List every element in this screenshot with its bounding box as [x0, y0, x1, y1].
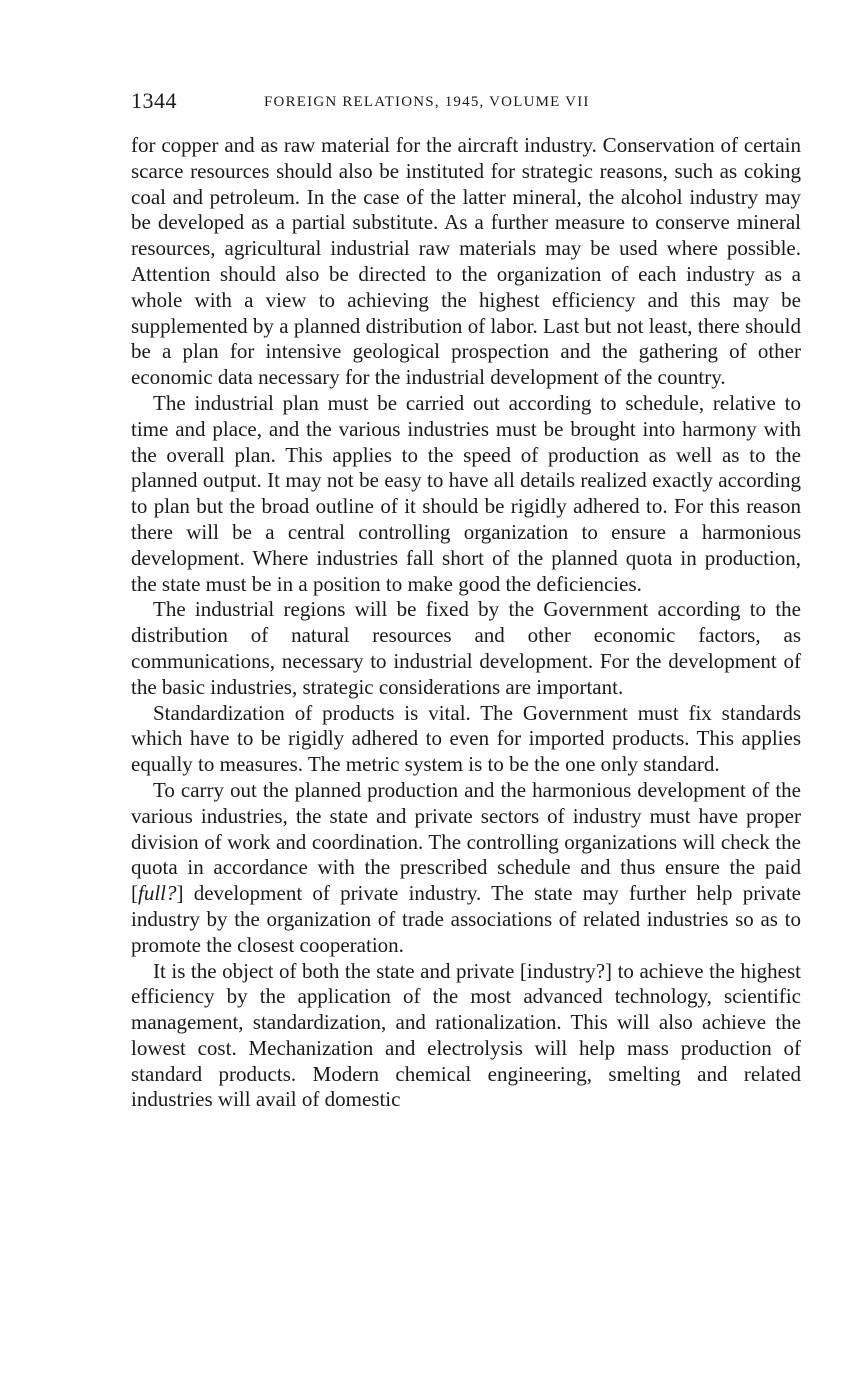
paragraph-text: To carry out the planned production and the harmonious development of the various industries, the state and private sectors of industry must have proper division of work and coordination. The controlling organizations will check the quota in accordance with the prescribed schedule and thus ensure the paid [	[131, 777, 801, 906]
body-text	[131, 133, 801, 1113]
paragraph	[131, 778, 801, 959]
page-number: 1344	[131, 88, 177, 113]
paragraph-continued: for copper and as raw material for the aircraft industry. Conservation of certain scarce resources should also be instituted for strategic reasons, such as coking coal and petroleum. In the case of the latter mineral, the alcohol industry may be developed as a partial substitute. As a further measure to conserve mineral resources, agricultural industrial raw materials may be used where possible. Attention should also be directed to the organization of each industry as a whole with a view to achieving the highest efficiency and this may be supplemented by a planned distribution of labor. Last but not least, there should be a plan for intensive geological prospection and the gathering of other economic data necessary for the industrial development of the country.	[131, 133, 801, 390]
paragraph-text: ] development of private industry. The state may further help private industry by the organization of trade associations of related industries so as to promote the closest cooperation.	[131, 881, 801, 957]
editorial-italic-note: full?	[138, 881, 177, 906]
paragraph: The industrial plan must be carried out according to schedule, relative to time and place, and the various industries must be brought into harmony with the overall plan. This applies to the speed of production as well as to the planned output. It may not be easy to have all details realized exactly according to plan but the broad outline of it should be rigidly adhered to. For this reason there will be a central controlling organization to ensure a harmonious development. Where industries fall short of the planned quota in production, the state must be in a position to make good the deficiencies.	[131, 390, 801, 596]
paragraph: Standardization of products is vital. The Government must fix standards which have to be rigidly adhered to even for imported products. This applies equally to measures. The metric system is to be the one only standard.	[131, 700, 801, 777]
page-header	[131, 88, 801, 118]
running-head: FOREIGN RELATIONS, 1945, VOLUME VII	[264, 94, 590, 110]
paragraph: It is the object of both the state and private [industry?] to achieve the highest efficiency by the application of the most advanced technology, scientific management, standardization, and rationalization. This will also achieve the lowest cost. Mechanization and electrolysis will help mass production of standard products. Modern chemical engineering, smelting and related industries will avail of domestic	[131, 958, 801, 1112]
paragraph: The industrial regions will be fixed by the Government according to the distribution of natural resources and other economic factors, as communications, necessary to industrial development. For the development of the basic industries, strategic considerations are important.	[131, 597, 801, 699]
